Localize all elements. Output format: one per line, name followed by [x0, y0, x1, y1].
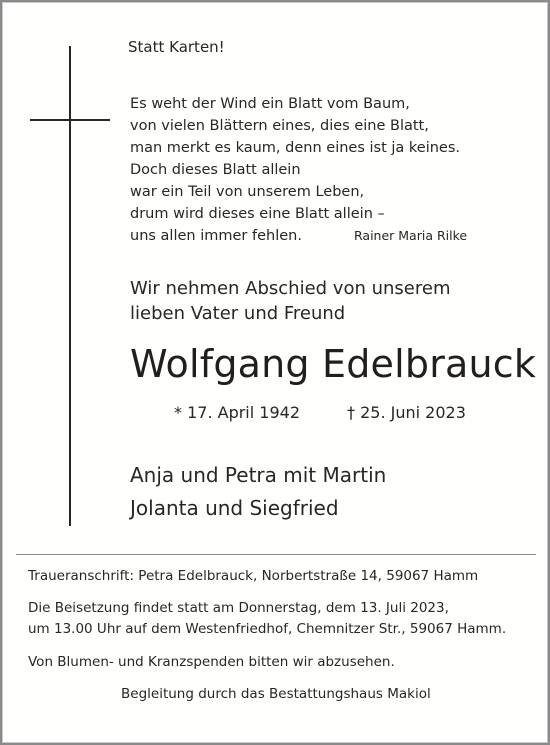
poem-line: Es weht der Wind ein Blatt vom Baum, — [130, 96, 410, 112]
farewell-line: Wir nehmen Abschied von unserem — [130, 278, 451, 299]
funeral-details: um 13.00 Uhr auf dem Westenfriedhof, Chemnitzer Str., 59067 Hamm. — [28, 621, 507, 637]
cross-icon — [69, 46, 71, 526]
poem-line: von vielen Blättern eines, dies eine Blatt, — [130, 118, 429, 134]
family-line: Anja und Petra mit Martin — [130, 463, 387, 487]
poem-author: Rainer Maria Rilke — [354, 228, 468, 243]
deceased-name: Wolfgang Edelbrauck — [130, 342, 537, 386]
farewell-line: lieben Vater und Freund — [130, 303, 346, 324]
flower-request: Von Blumen- und Kranzspenden bitten wir abzusehen. — [28, 654, 395, 670]
death-date: † 25. Juni 2023 — [347, 403, 466, 422]
birth-date: * 17. April 1942 — [174, 403, 300, 422]
poem-line: drum wird dieses eine Blatt allein – — [130, 206, 385, 222]
divider — [16, 554, 536, 555]
cross-icon-bar — [30, 119, 110, 121]
funeral-details: Die Beisetzung findet statt am Donnerstag, dem 13. Juli 2023, — [28, 600, 449, 616]
undertaker-credit: Begleitung durch das Bestattungshaus Makiol — [121, 686, 431, 702]
salutation: Statt Karten! — [128, 38, 225, 56]
poem-line: war ein Teil von unserem Leben, — [130, 184, 365, 200]
poem-line: man merkt es kaum, denn eines ist ja keines. — [130, 140, 460, 156]
family-line: Jolanta und Siegfried — [130, 496, 339, 520]
mourning-address: Traueranschrift: Petra Edelbrauck, Norbertstraße 14, 59067 Hamm — [28, 568, 479, 584]
poem-line: uns allen immer fehlen. — [130, 228, 302, 244]
poem-line: Doch dieses Blatt allein — [130, 162, 301, 178]
